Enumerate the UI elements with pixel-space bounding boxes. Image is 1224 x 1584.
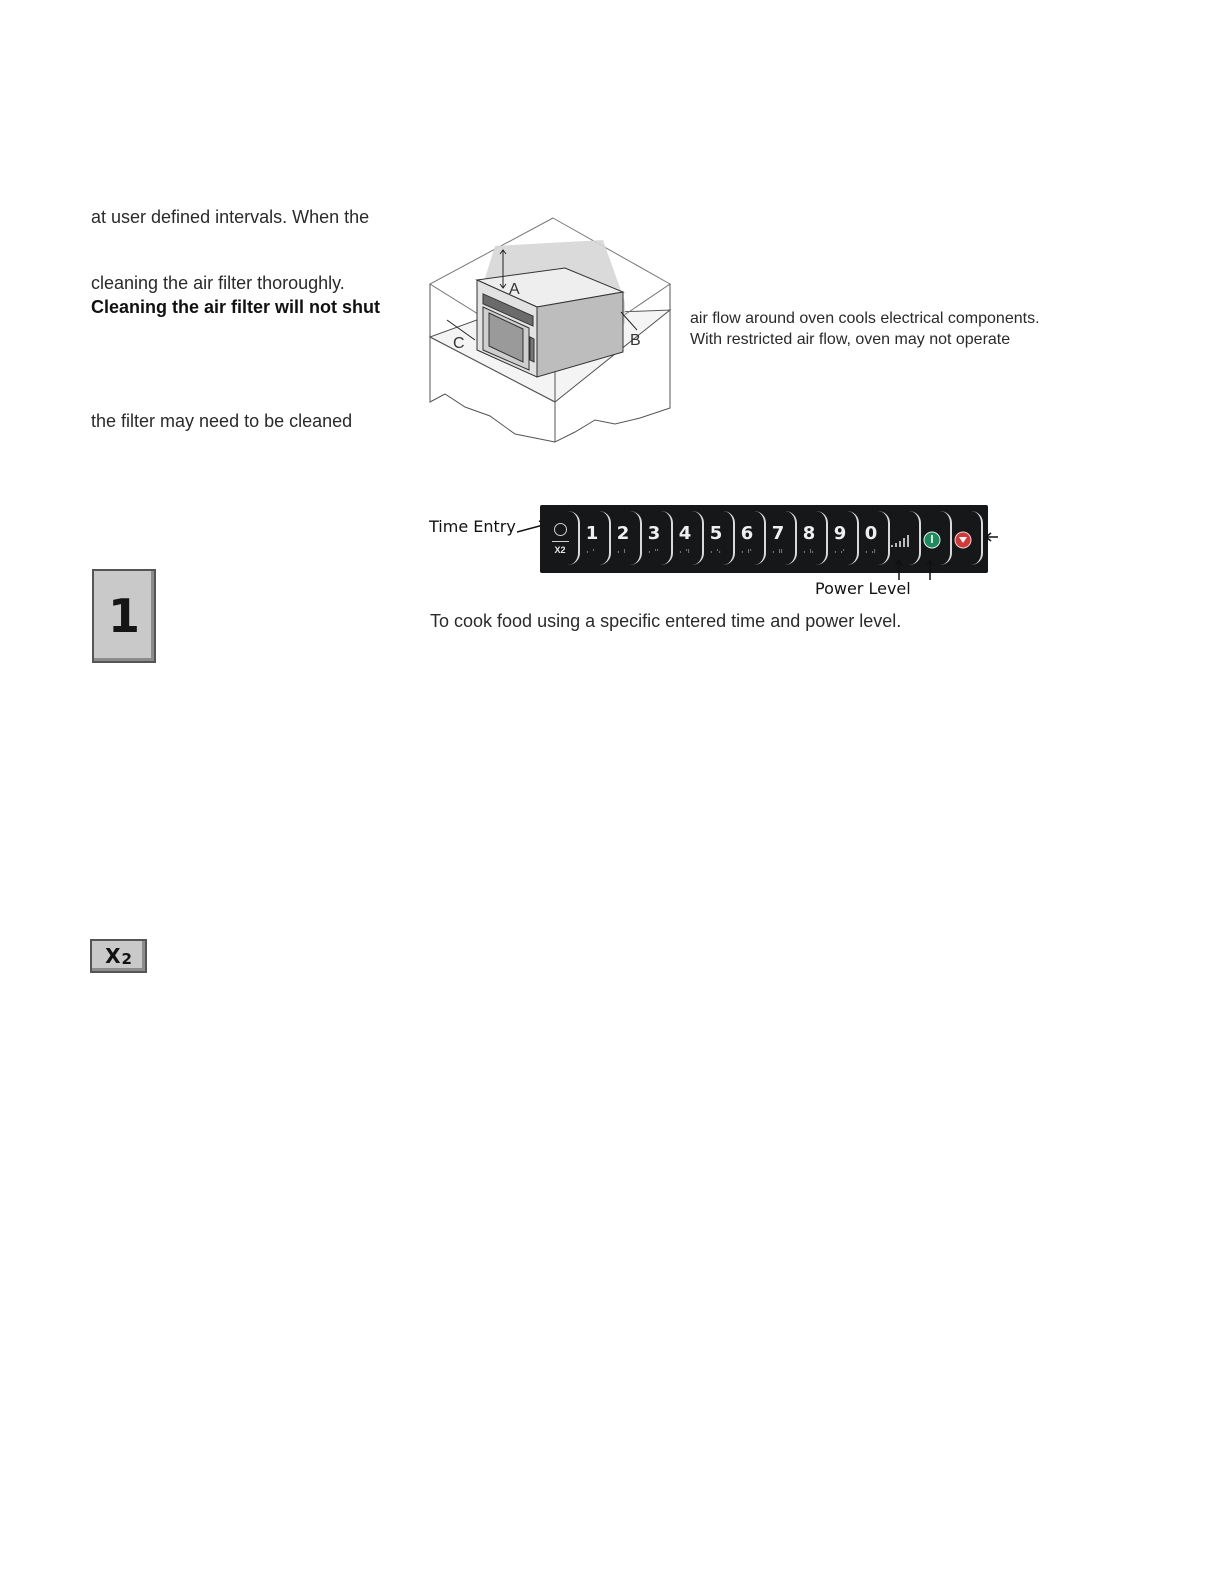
text-line-3-bold: Cleaning the air filter will not shut [91,297,381,317]
clock-icon [554,523,567,536]
airflow-text-2: With restricted air flow, oven may not operate [690,331,1011,348]
stop-icon [954,531,972,549]
label-c: C [453,335,465,352]
digit-key-2[interactable]: 2 ⠂⠃ [610,509,636,569]
oven-clearance-diagram [425,212,675,448]
time-entry-label: Time Entry [429,517,516,536]
digit-key-4[interactable]: 4 ⠂⠙ [672,509,698,569]
stop-pointer-arrow [984,530,998,544]
time-entry-key[interactable] [548,509,574,569]
text-line-4: the filter may need to be cleaned [91,411,353,431]
text-line-1: at user defined intervals. When the [91,207,370,227]
stop-key[interactable] [951,509,977,569]
digit-key-0[interactable]: 0 ⠂⠚ [858,509,884,569]
text-line-2: cleaning the air filter thoroughly. [91,273,345,293]
airflow-text-1: air flow around oven cools electrical components. [690,310,1040,327]
time-key-x2: X2 [554,545,566,555]
digit-key-6[interactable]: 6 ⠂⠋ [734,509,760,569]
label-b: B [630,332,641,349]
x2-button-icon: X 2 [90,939,147,973]
digit-key-1[interactable]: 1 ⠂⠁ [579,509,605,569]
step-number-badge: 1 [92,569,156,663]
digit-key-8[interactable]: 8 ⠂⠓ [796,509,822,569]
digit-key-3[interactable]: 3 ⠂⠉ [641,509,667,569]
start-icon [923,531,941,549]
power-level-label: Power Level [815,579,911,598]
label-a: A [509,281,520,298]
digit-key-9[interactable]: 9 ⠂⠊ [827,509,853,569]
keypad-caption: To cook food using a specific entered time and power level. [430,611,902,631]
digit-key-7[interactable]: 7 ⠂⠛ [765,509,791,569]
digit-key-5[interactable]: 5 ⠂⠑ [703,509,729,569]
